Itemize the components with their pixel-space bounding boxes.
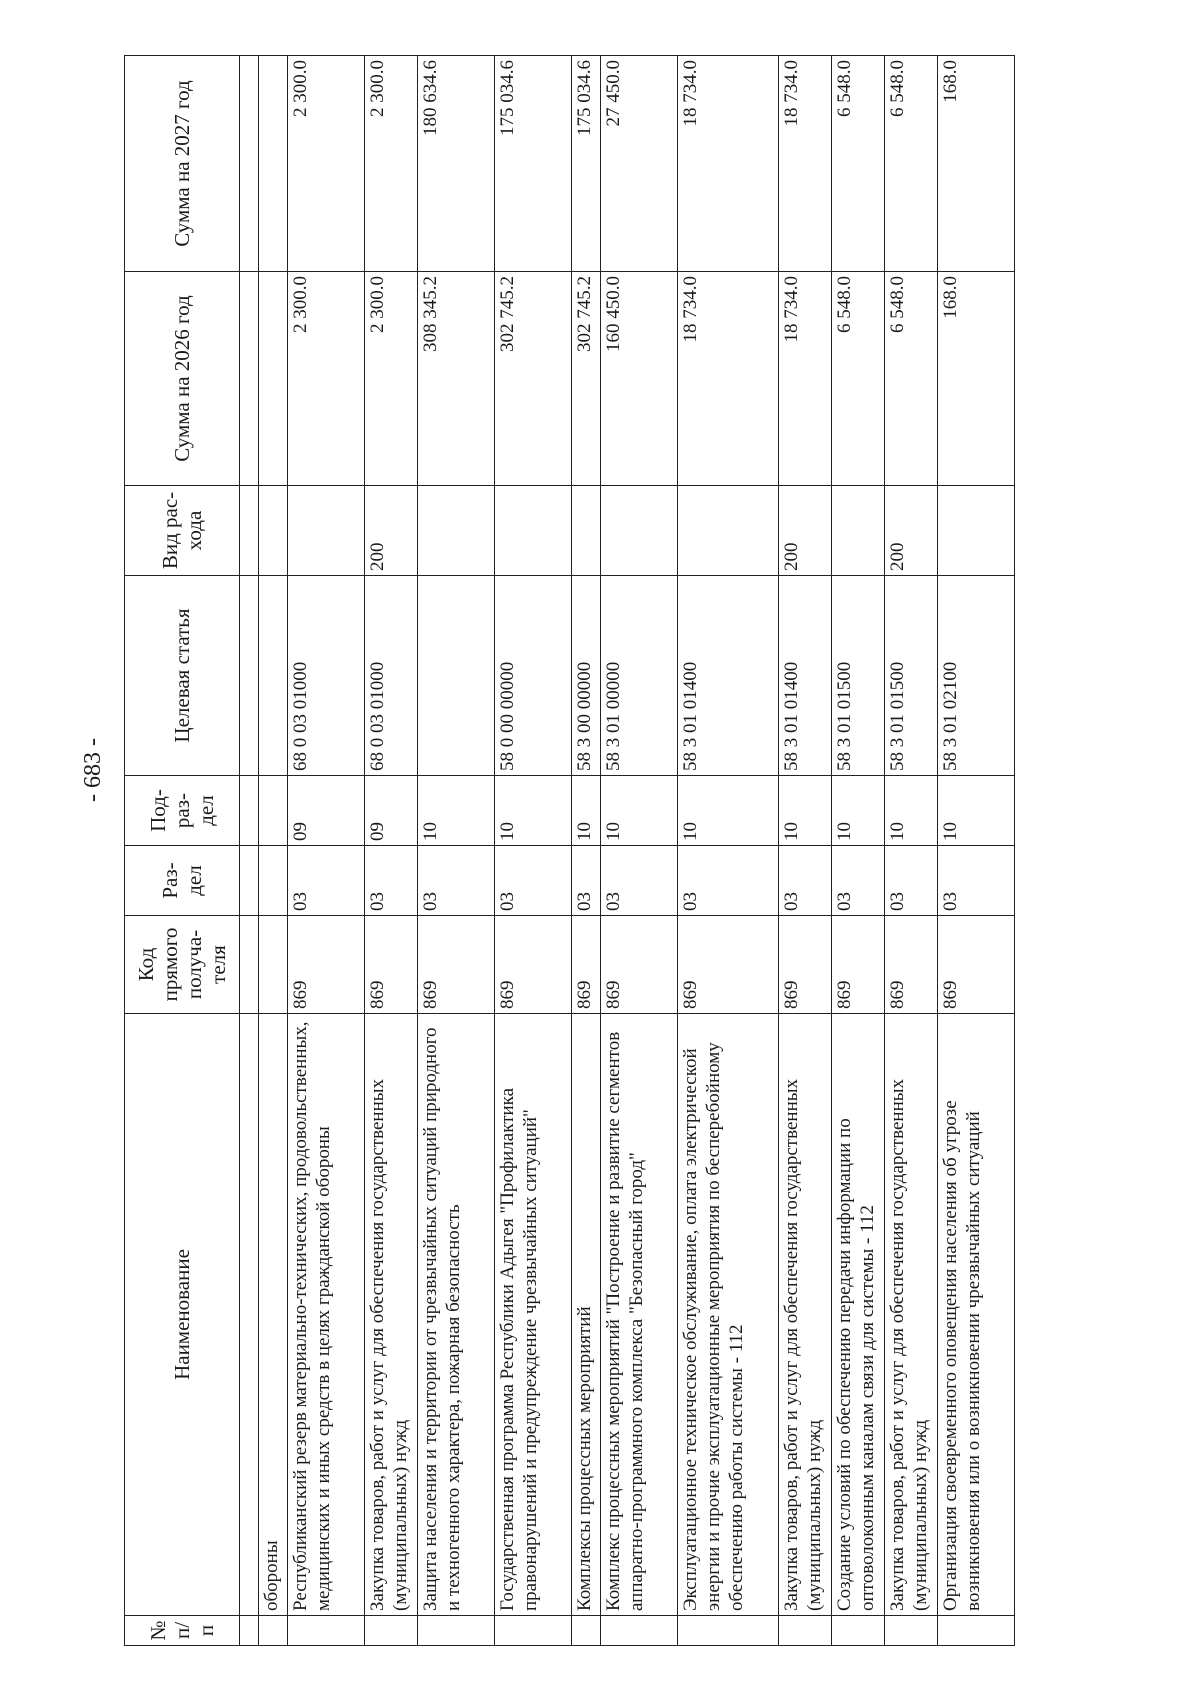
cell-article: 68 0 03 01000 <box>288 576 365 776</box>
cell-sum-2026: 2 300.0 <box>288 272 365 486</box>
table-row <box>365 56 418 1646</box>
cell-name: Республиканский резерв материально-технических, продовольственных, медицинских и иных средств в целях гражданской обороны <box>288 1014 365 1616</box>
cell-name: Эксплуатационное техническое обслуживание, оплата электрической энергии и прочие эксплуатационные мероприятия по бесперебойному обеспечению работы системы - 112 <box>678 1014 779 1616</box>
cell-section: 03 <box>678 846 779 916</box>
table-row <box>288 56 365 1646</box>
cell-sum-2026: 302 745.2 <box>495 272 572 486</box>
table-row <box>885 56 938 1646</box>
cell-name: Защита населения и территории от чрезвычайных ситуаций природного и техногенного характера, пожарная безопасность <box>418 1014 495 1616</box>
cell-recipient: 869 <box>601 916 678 1014</box>
cell-subsection: 09 <box>365 776 418 846</box>
table-row <box>938 56 1015 1646</box>
cell-name: Закупка товаров, работ и услуг для обеспечения государственных (муниципальных) нужд <box>365 1014 418 1616</box>
cell-kind <box>938 486 1015 576</box>
cell-recipient: 869 <box>288 916 365 1014</box>
cell-article: 58 3 01 01500 <box>885 576 938 776</box>
cell-subsection: 09 <box>288 776 365 846</box>
cell-kind <box>832 486 885 576</box>
cell-article: 58 0 00 00000 <box>495 576 572 776</box>
index-cell <box>240 486 259 576</box>
cell-kind <box>678 486 779 576</box>
table-index-row <box>240 56 259 1646</box>
cell-sum-2026: 6 548.0 <box>832 272 885 486</box>
table-row <box>572 56 601 1646</box>
cell-section: 03 <box>365 846 418 916</box>
cell-name: Государственная программа Республики Адыгея "Профилактика правонарушений и предупреждение чрезвычайных ситуаций" <box>495 1014 572 1616</box>
page-number: - 683 - <box>80 738 106 802</box>
cell-recipient: 869 <box>779 916 832 1014</box>
cell-subsection: 10 <box>495 776 572 846</box>
cell-sum-2027: 175 034.6 <box>495 56 572 272</box>
cell-no <box>418 1616 495 1646</box>
header-section: Раз-дел <box>125 846 240 916</box>
cell-subsection: 10 <box>418 776 495 846</box>
cell-name: Закупка товаров, работ и услуг для обеспечения государственных (муниципальных) нужд <box>779 1014 832 1616</box>
cell-kind: 200 <box>885 486 938 576</box>
table-row <box>779 56 832 1646</box>
cell-section: 03 <box>601 846 678 916</box>
cell-kind <box>601 486 678 576</box>
table-row <box>832 56 885 1646</box>
header-article: Целевая статья <box>125 576 240 776</box>
header-name: Наименование <box>125 1014 240 1616</box>
cell-subsection: 10 <box>601 776 678 846</box>
cell-sum-2026: 302 745.2 <box>572 272 601 486</box>
cell-no <box>259 1616 288 1646</box>
cell-recipient: 869 <box>678 916 779 1014</box>
cell-subsection: 10 <box>779 776 832 846</box>
table-row <box>418 56 495 1646</box>
header-subsection: Под-раз-дел <box>125 776 240 846</box>
index-cell <box>240 846 259 916</box>
cell-sum-2027: 27 450.0 <box>601 56 678 272</box>
cell-name: Закупка товаров, работ и услуг для обеспечения государственных (муниципальных) нужд <box>885 1014 938 1616</box>
cell-sum-2027: 2 300.0 <box>365 56 418 272</box>
cell-sum-2027: 175 034.6 <box>572 56 601 272</box>
cell-recipient: 869 <box>885 916 938 1014</box>
cell-name: обороны <box>259 1014 288 1616</box>
cell-sum-2027: 180 634.6 <box>418 56 495 272</box>
index-cell <box>240 916 259 1014</box>
cell-no <box>885 1616 938 1646</box>
cell-no <box>601 1616 678 1646</box>
cell-kind <box>418 486 495 576</box>
cell-no <box>495 1616 572 1646</box>
cell-section: 03 <box>938 846 1015 916</box>
cell-article: 58 3 01 01500 <box>832 576 885 776</box>
index-cell <box>240 776 259 846</box>
cell-recipient: 869 <box>572 916 601 1014</box>
index-cell <box>240 272 259 486</box>
cell-sum-2026: 168.0 <box>938 272 1015 486</box>
header-sum-2027: Сумма на 2027 год <box>125 56 240 272</box>
cell-name: Создание условий по обеспечению передачи информации по оптоволоконным каналам связи для системы - 112 <box>832 1014 885 1616</box>
cell-article <box>259 576 288 776</box>
table-row <box>259 56 288 1646</box>
cell-name: Организация своевременного оповещения населения об угрозе возникновения или о возникновении чрезвычайных ситуаций <box>938 1014 1015 1616</box>
index-cell <box>240 1616 259 1646</box>
cell-no <box>365 1616 418 1646</box>
cell-article: 68 0 03 01000 <box>365 576 418 776</box>
cell-sum-2026: 18 734.0 <box>779 272 832 486</box>
cell-no <box>938 1616 1015 1646</box>
cell-sum-2027: 6 548.0 <box>832 56 885 272</box>
cell-recipient <box>259 916 288 1014</box>
cell-sum-2027: 18 734.0 <box>779 56 832 272</box>
index-cell <box>240 576 259 776</box>
header-recipient: Код прямого получа-теля <box>125 916 240 1014</box>
cell-subsection: 10 <box>938 776 1015 846</box>
cell-article: 58 3 00 00000 <box>572 576 601 776</box>
cell-sum-2026: 2 300.0 <box>365 272 418 486</box>
cell-subsection: 10 <box>832 776 885 846</box>
cell-kind <box>288 486 365 576</box>
cell-section: 03 <box>572 846 601 916</box>
cell-sum-2026: 160 450.0 <box>601 272 678 486</box>
cell-name: Комплексы процессных мероприятий <box>572 1014 601 1616</box>
cell-sum-2027: 2 300.0 <box>288 56 365 272</box>
cell-sum-2027 <box>259 56 288 272</box>
cell-recipient: 869 <box>495 916 572 1014</box>
budget-table-sheet <box>124 56 1094 1646</box>
cell-recipient: 869 <box>832 916 885 1014</box>
cell-subsection: 10 <box>572 776 601 846</box>
cell-kind <box>259 486 288 576</box>
cell-section: 03 <box>495 846 572 916</box>
cell-section: 03 <box>418 846 495 916</box>
cell-sum-2026 <box>259 272 288 486</box>
cell-no <box>678 1616 779 1646</box>
cell-section: 03 <box>779 846 832 916</box>
header-no: № п/п <box>125 1616 240 1646</box>
cell-kind: 200 <box>779 486 832 576</box>
cell-kind <box>572 486 601 576</box>
cell-sum-2026: 18 734.0 <box>678 272 779 486</box>
cell-sum-2026: 6 548.0 <box>885 272 938 486</box>
cell-sum-2026: 308 345.2 <box>418 272 495 486</box>
cell-article: 58 3 01 01400 <box>779 576 832 776</box>
cell-kind <box>495 486 572 576</box>
cell-sum-2027: 6 548.0 <box>885 56 938 272</box>
index-cell <box>240 56 259 272</box>
cell-recipient: 869 <box>418 916 495 1014</box>
cell-article: 58 3 01 01400 <box>678 576 779 776</box>
cell-section: 03 <box>832 846 885 916</box>
cell-article <box>418 576 495 776</box>
cell-no <box>832 1616 885 1646</box>
header-kind: Вид рас-хода <box>125 486 240 576</box>
cell-section: 03 <box>885 846 938 916</box>
cell-article: 58 3 01 00000 <box>601 576 678 776</box>
cell-name: Комплекс процессных мероприятий "Построение и развитие сегментов аппаратно-программного комплекса "Безопасный город" <box>601 1014 678 1616</box>
cell-subsection: 10 <box>885 776 938 846</box>
header-sum-2026: Сумма на 2026 год <box>125 272 240 486</box>
budget-table <box>124 55 1015 1646</box>
index-cell <box>240 1014 259 1616</box>
cell-recipient: 869 <box>365 916 418 1014</box>
cell-no <box>779 1616 832 1646</box>
table-row <box>678 56 779 1646</box>
cell-kind: 200 <box>365 486 418 576</box>
cell-article: 58 3 01 02100 <box>938 576 1015 776</box>
cell-no <box>288 1616 365 1646</box>
cell-subsection <box>259 776 288 846</box>
cell-section <box>259 846 288 916</box>
table-row <box>495 56 572 1646</box>
cell-recipient: 869 <box>938 916 1015 1014</box>
cell-sum-2027: 168.0 <box>938 56 1015 272</box>
cell-no <box>572 1616 601 1646</box>
cell-subsection: 10 <box>678 776 779 846</box>
table-row <box>601 56 678 1646</box>
cell-sum-2027: 18 734.0 <box>678 56 779 272</box>
table-header-row <box>125 56 240 1646</box>
cell-section: 03 <box>288 846 365 916</box>
